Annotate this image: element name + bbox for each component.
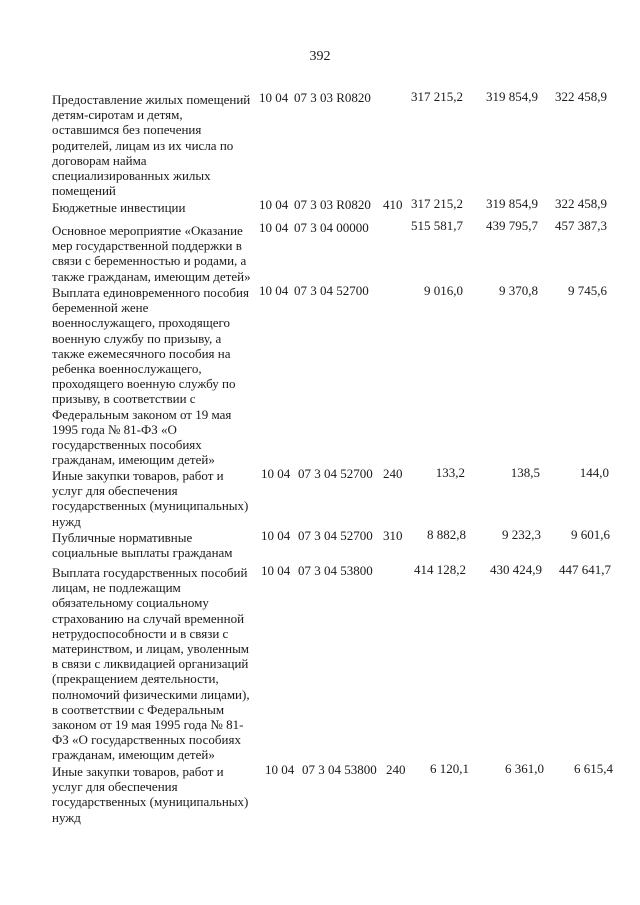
row-section: 10 04	[265, 762, 295, 777]
row-value-1: 133,2	[435, 465, 465, 480]
row-value-2: 319 854,9	[486, 196, 538, 211]
row-section: 10 04	[259, 197, 289, 212]
row-target: 07 3 03 R0820	[294, 197, 371, 212]
row-value-2: 430 424,9	[490, 562, 542, 577]
row-value-1: 414 128,2	[414, 562, 466, 577]
row-value-1: 317 215,2	[411, 89, 463, 104]
row-name: Предоставление жилых помещений детям-сиротам и детям, оставшимся без попечения родителей, лицам из их числа по договорам найма специализированных жилых помещений	[52, 92, 251, 199]
row-value-3: 322 458,9	[555, 89, 607, 104]
row-value-2: 9 370,8	[499, 283, 538, 298]
row-value-3: 457 387,3	[555, 218, 607, 233]
row-value-3: 6 615,4	[574, 761, 613, 776]
row-value-2: 319 854,9	[486, 89, 538, 104]
row-type: 310	[383, 528, 403, 543]
row-value-1: 9 016,0	[424, 283, 463, 298]
row-value-3: 447 641,7	[559, 562, 611, 577]
row-target: 07 3 04 52700	[298, 466, 373, 481]
row-section: 10 04	[261, 563, 291, 578]
row-name: Иные закупки товаров, работ и услуг для обеспечения государственных (муниципальных) нужд	[52, 468, 249, 529]
row-value-2: 9 232,3	[502, 527, 541, 542]
row-target: 07 3 03 R0820	[294, 90, 371, 105]
row-value-3: 9 745,6	[568, 283, 607, 298]
row-value-1: 317 215,2	[411, 196, 463, 211]
row-type: 240	[386, 762, 406, 777]
row-name: Бюджетные инвестиции	[52, 200, 186, 215]
page-number: 392	[309, 49, 331, 64]
row-type: 240	[383, 466, 403, 481]
row-name: Основное мероприятие «Оказание мер государственной поддержки в связи с беременностью и родами, а также гражданам, имеющим детей»	[52, 223, 251, 284]
row-value-1: 6 120,1	[430, 761, 469, 776]
row-section: 10 04	[261, 528, 291, 543]
row-name: Выплата государственных пособий лицам, не подлежащим обязательному социальному страхованию на случай временной нетрудоспособности и в связи с материнством, и лицам, уволенным в связи с ликвидацией организаций (прекращением деятельности, полномочий физическими лицами), в соответствии с Федеральным законом от 19 мая 1995 года № 81- ФЗ «О государственных пособиях гражданам, имеющим детей»	[52, 565, 250, 763]
row-section: 10 04	[259, 90, 289, 105]
row-section: 10 04	[259, 220, 289, 235]
row-target: 07 3 04 53800	[302, 762, 377, 777]
row-value-1: 8 882,8	[427, 527, 466, 542]
row-value-3: 322 458,9	[555, 196, 607, 211]
row-target: 07 3 04 52700	[294, 283, 369, 298]
row-value-3: 144,0	[579, 465, 609, 480]
row-value-3: 9 601,6	[571, 527, 610, 542]
row-name: Публичные нормативные социальные выплаты гражданам	[52, 530, 233, 561]
row-target: 07 3 04 52700	[298, 528, 373, 543]
row-target: 07 3 04 00000	[294, 220, 369, 235]
row-value-2: 6 361,0	[505, 761, 544, 776]
row-section: 10 04	[259, 283, 289, 298]
row-type: 410	[383, 197, 403, 212]
row-name: Выплата единовременного пособия беременной жене военнослужащего, проходящего военную службу по призыву, а также ежемесячного пособия на ребенка военнослужащего, проходящего военную службу по призыву, в соответствии с Федеральным законом от 19 мая 1995 года № 81-ФЗ «О государственных пособиях гражданам, имеющим детей»	[52, 285, 249, 468]
row-target: 07 3 04 53800	[298, 563, 373, 578]
row-name: Иные закупки товаров, работ и услуг для обеспечения государственных (муниципальных) нужд	[52, 764, 249, 825]
row-value-1: 515 581,7	[411, 218, 463, 233]
row-value-2: 138,5	[510, 465, 540, 480]
row-section: 10 04	[261, 466, 291, 481]
row-value-2: 439 795,7	[486, 218, 538, 233]
